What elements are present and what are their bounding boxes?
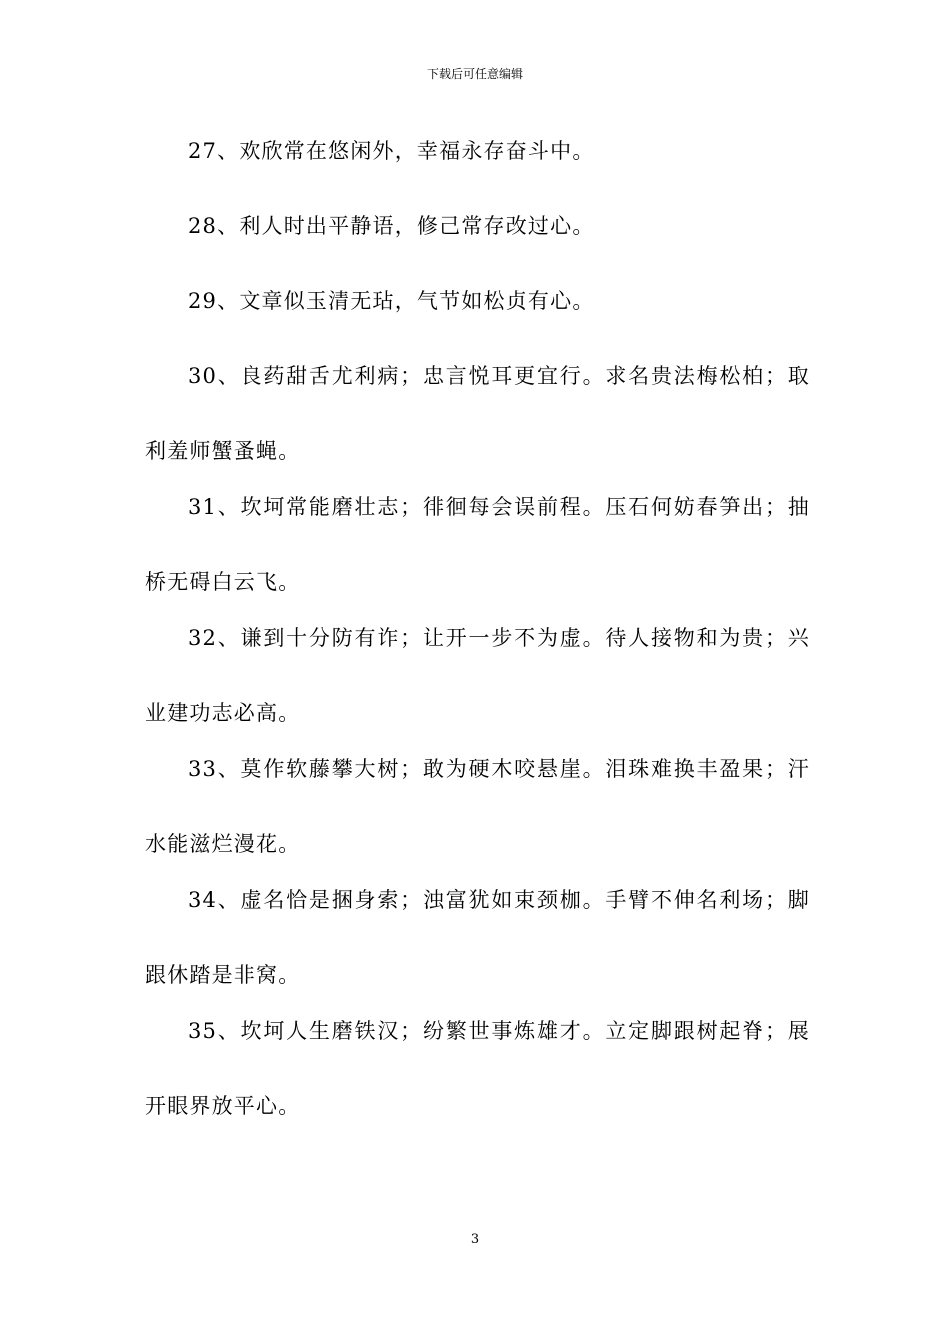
document-body bbox=[145, 133, 810, 1144]
paragraph-27: 27、欢欣常在悠闲外，幸福永存奋斗中。 bbox=[188, 139, 595, 163]
paragraph-32: 32、谦到十分防有诈；让开一步不为虚。待人接物和为贵；兴业建功志必高。 bbox=[145, 626, 810, 725]
page-number: 3 bbox=[470, 1232, 480, 1247]
paragraph-29: 29、文章似玉清无玷，气节如松贞有心。 bbox=[188, 289, 595, 313]
page-header: 下载后可任意编辑 bbox=[426, 67, 523, 81]
paragraph-28: 28、利人时出平静语，修己常存改过心。 bbox=[188, 214, 595, 238]
paragraph-34: 34、虚名恰是捆身索；浊富犹如束颈枷。手臂不伸名利场；脚跟休踏是非窝。 bbox=[145, 888, 810, 987]
paragraph-31: 31、坎坷常能磨壮志；徘徊每会误前程。压石何妨春笋出；抽桥无碍白云飞。 bbox=[145, 495, 810, 594]
paragraph-35: 35、坎坷人生磨铁汉；纷繁世事炼雄才。立定脚跟树起脊；展开眼界放平心。 bbox=[145, 1019, 810, 1118]
paragraph-30: 30、良药甜舌尤利病；忠言悦耳更宜行。求名贵法梅松柏；取利羞师蟹蚤蝇。 bbox=[145, 364, 810, 463]
paragraph-33: 33、莫作软藤攀大树；敢为硬木咬悬崖。泪珠难换丰盈果；汗水能滋烂漫花。 bbox=[145, 757, 810, 856]
